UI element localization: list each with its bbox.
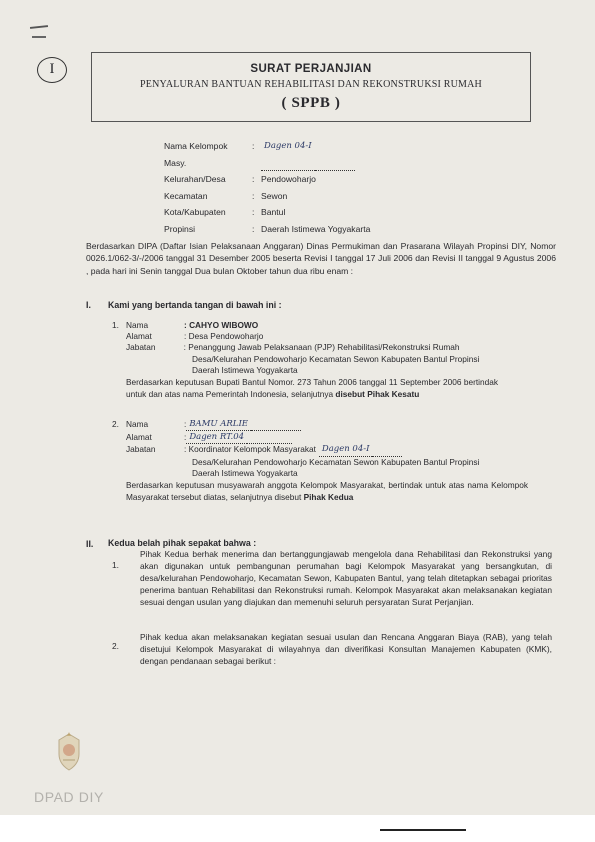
document-code: ( SPPB ) — [281, 95, 341, 111]
section-number: I. — [86, 300, 91, 310]
party-name: : CAHYO WIBOWO — [184, 320, 259, 330]
party-one-designation: disebut Pihak Kesatu — [335, 388, 420, 399]
section-heading: Kedua belah pihak sepakat bahwa : — [108, 538, 257, 548]
field-label: Nama — [126, 320, 149, 330]
field-label: Alamat — [126, 432, 152, 443]
field-value: : Penanggung Jawab Pelaksanaan (PJP) Rehabilitasi/Rekonstruksi Rumah — [183, 342, 460, 353]
identity-value: Bantul — [261, 207, 286, 217]
field-label: Alamat — [126, 331, 152, 342]
identity-value: Sewon — [261, 190, 288, 201]
field-value: : Koordinator Kelompok Masyarakat — [184, 444, 316, 455]
party-one — [112, 320, 542, 376]
document-title: SURAT PERJANJIAN — [250, 63, 372, 75]
identity-row: Nama Kelompok Masy. : Dagen 04-I — [164, 138, 370, 171]
identity-label: Nama Kelompok Masy. — [164, 141, 228, 168]
section-heading: Kami yang bertanda tangan di bawah ini : — [108, 300, 282, 310]
identity-table — [164, 138, 370, 237]
identity-value: Pendowoharjo — [261, 174, 316, 184]
item-number: 1. — [112, 560, 119, 570]
document-number-circle: I — [37, 57, 67, 83]
party-two-basis: Berdasarkan keputusan musyawarah anggota Kelompok Masyarakat, bertindak untuk atas nama Kelompok Masyarakat tersebut diatas, selanjutnya disebut Pihak Kedua — [126, 480, 528, 502]
agreement-item: Pihak Kedua berhak menerima dan bertanggungjawab mengelola dana Rehabilitasi dan Rekonstruksi yang akan digunakan untuk pembangunan perumahan bagi Kelompok Masyarakat yang bersangkutan, di desa/kelurahan Pendowoharjo, Kecamatan Sewon, Kabupaten Bantul, yang telah ditetapkan sebagai prioritas penerima bantuan Rehabilitasi dan Rekonstruksi rumah. Kelompok Masyarakat akan melaksanakan kegiatan sesuai dengan usulan yang diajukan dan memenuhi seluruh persyaratan Surat Perjanjian. — [140, 549, 552, 607]
intro-paragraph: Berdasarkan DIPA (Daftar Isian Pelaksanaan Anggaran) Dinas Permukiman dan Prasarana Wilayah Propinsi DIY, Nomor 0026.1/062-3/-/2006 tanggal 31 Desember 2005 beserta Revisi I tanggal 17 Juli 2006 dan Revisi II tanggal 9 Agustus 2006 , pada hari ini Senin tanggal Dua bulan Oktober tahun dua ribu enam : — [86, 241, 556, 276]
pen-mark — [32, 36, 46, 38]
pen-mark — [30, 25, 48, 29]
field-label: Jabatan — [126, 444, 156, 455]
field-value: : Desa Pendowoharjo — [184, 331, 264, 342]
identity-row: Kecamatan : Sewon — [164, 188, 370, 205]
identity-value: Dagen 04-I — [261, 138, 315, 171]
identity-row: Kelurahan/Desa : Pendowoharjo — [164, 171, 370, 188]
group-handwritten: Dagen 04-I — [319, 444, 373, 456]
page-bottom-margin — [0, 815, 595, 842]
identity-label: Kelurahan/Desa — [164, 174, 226, 184]
section-number: II. — [86, 539, 94, 549]
title-box — [91, 52, 531, 122]
field-value-continued: Desa/Kelurahan Pendowoharjo Kecamatan Sewon Kabupaten Bantul Propinsi — [192, 353, 480, 364]
identity-value: Daerah Istimewa Yogyakarta — [261, 223, 371, 234]
field-value-continued: Daerah Istimewa Yogyakarta — [192, 467, 298, 478]
footer-rule — [380, 829, 466, 831]
identity-row: Kota/Kabupaten : Bantul — [164, 204, 370, 221]
party-name-handwritten: BAMU ARLIE — [186, 419, 251, 431]
identity-label: Propinsi — [164, 223, 196, 234]
agreement-item: Pihak kedua akan melaksanakan kegiatan sesuai usulan dan Rencana Anggaran Biaya (RAB), yang telah disetujui Kelompok Masyarakat di wilayahnya dan diverifikasi Konsultan Manajemen Kabupaten (KMK), dengan pendanaan sebagai berikut : — [140, 632, 552, 666]
field-label: Nama — [126, 419, 149, 429]
document-subtitle: PENYALURAN BANTUAN REHABILITASI DAN REKONSTRUKSI RUMAH — [140, 79, 482, 90]
identity-row: Propinsi : Daerah Istimewa Yogyakarta — [164, 221, 370, 238]
party-two-designation: Pihak Kedua — [303, 491, 354, 502]
field-label: Jabatan — [125, 342, 156, 353]
address-handwritten: Dagen RT.04 — [186, 432, 247, 444]
regional-coat-of-arms-icon — [52, 730, 86, 774]
identity-label: Kota/Kabupaten — [164, 207, 226, 217]
item-number: 2. — [112, 641, 119, 651]
identity-label: Kecamatan — [164, 190, 208, 201]
watermark: DPAD DIY — [34, 789, 104, 805]
party-number: 1. — [112, 320, 119, 330]
party-two: 2. Nama : BAMU ARLIE Alamat : Dagen RT.04 Jabatan : Koordinator Kelompok Masyarakat Dagen 04-I Desa/Kelurahan Pendowoharjo Kecamatan Sewon Kabupaten Bantul Propinsi Daerah Istimewa Yogyakarta — [112, 419, 552, 479]
field-value-continued: Daerah Istimewa Yogyakarta — [192, 364, 298, 375]
party-one-basis: Berdasarkan keputusan Bupati Bantul Nomor. 273 Tahun 2006 tanggal 11 September 2006 bertindak untuk dan atas nama Pemerintah Indonesia, selanjutnya disebut Pihak Kesatu — [126, 377, 498, 399]
party-number: 2. — [112, 419, 119, 429]
field-value-continued: Desa/Kelurahan Pendowoharjo Kecamatan Sewon Kabupaten Bantul Propinsi — [192, 456, 480, 467]
